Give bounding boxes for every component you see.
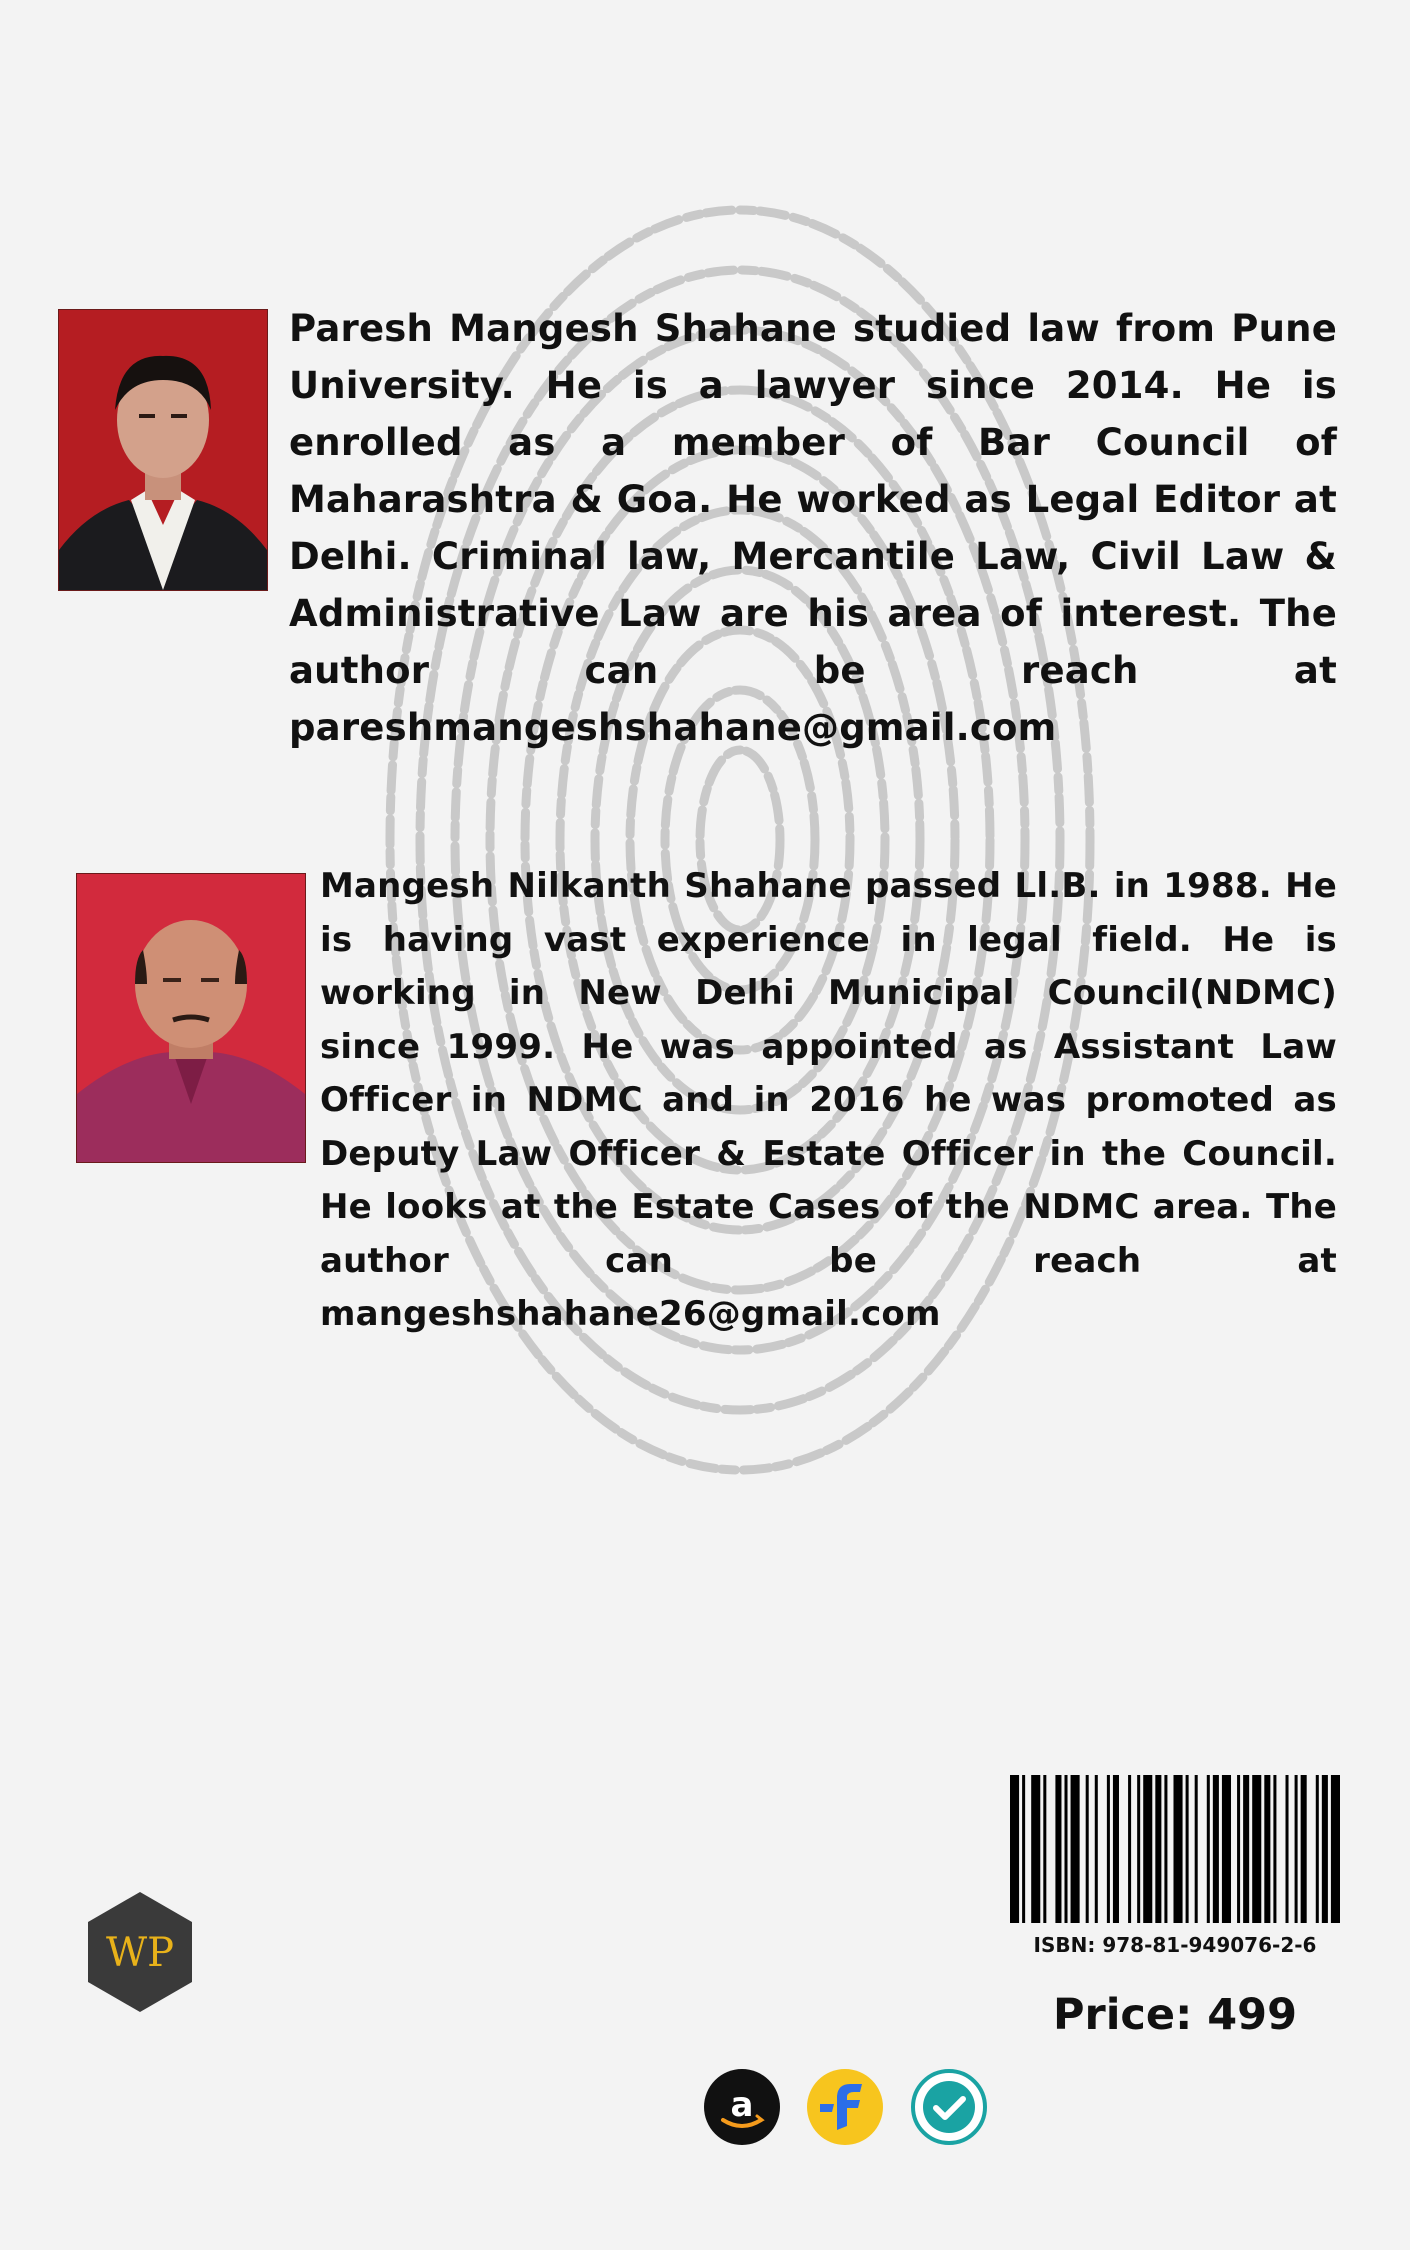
barcode-bar xyxy=(1055,1775,1061,1923)
barcode-bar xyxy=(1295,1775,1298,1923)
barcode-bar xyxy=(1031,1775,1040,1923)
barcode-bar xyxy=(1286,1775,1289,1923)
barcode xyxy=(1010,1775,1340,1923)
barcode-bar xyxy=(1143,1775,1152,1923)
barcode-bar xyxy=(1113,1775,1119,1923)
barcode-bar xyxy=(1243,1775,1249,1923)
barcode-bar xyxy=(1095,1775,1098,1923)
barcode-bar xyxy=(1322,1775,1328,1923)
barcode-bar xyxy=(1264,1775,1270,1923)
barcode-bar xyxy=(1237,1775,1240,1923)
author-bio-paresh: Paresh Mangesh Shahane studied law from Pune University. He is a lawyer since 2014. He is enrolled as a member of Bar Council of Maharashtra & Goa. He worked as Legal Editor at Delhi. Criminal law, Mercantile Law, Civil Law & Administrative Law are his area of interest. The author can be reach at pareshmangeshshahane@gmail.com xyxy=(289,307,1337,749)
publisher-logo-text: WP xyxy=(105,1930,175,1976)
barcode-bar xyxy=(1064,1775,1067,1923)
barcode-bar xyxy=(1022,1775,1025,1923)
isbn-label: ISBN: 978-81-949076-2-6 xyxy=(1033,1933,1317,1957)
author-photo-paresh xyxy=(59,310,267,590)
barcode-bar xyxy=(1213,1775,1219,1923)
barcode-bar xyxy=(1252,1775,1261,1923)
barcode-bar xyxy=(1222,1775,1231,1923)
barcode-bar xyxy=(1301,1775,1307,1923)
publisher-logo xyxy=(86,1890,194,2014)
barcode-bar xyxy=(1107,1775,1110,1923)
barcode-bar xyxy=(1071,1775,1080,1923)
barcode-bar xyxy=(1043,1775,1046,1923)
svg-text:a: a xyxy=(730,2085,754,2125)
flipkart-icon[interactable] xyxy=(806,2068,884,2146)
barcode-bar xyxy=(1155,1775,1161,1923)
barcode-bar xyxy=(1186,1775,1189,1923)
barcode-bar xyxy=(1010,1775,1019,1923)
barcode-bar xyxy=(1086,1775,1089,1923)
author-photo-mangesh xyxy=(77,874,305,1162)
barcode-bar xyxy=(1137,1775,1140,1923)
barcode-bar xyxy=(1331,1775,1340,1923)
barcode-bar xyxy=(1195,1775,1198,1923)
barcode-bar xyxy=(1207,1775,1210,1923)
price-label: Price: 499 xyxy=(1052,1990,1298,2040)
amazon-icon[interactable] xyxy=(703,2068,781,2146)
barcode-bar xyxy=(1173,1775,1182,1923)
barcode-bar xyxy=(1128,1775,1131,1923)
barcode-bar xyxy=(1164,1775,1167,1923)
barcode-bar xyxy=(1316,1775,1319,1923)
barcode-bar xyxy=(1273,1775,1276,1923)
verified-icon[interactable] xyxy=(910,2068,988,2146)
author-bio-mangesh: Mangesh Nilkanth Shahane passed Ll.B. in 1988. He is having vast experience in legal field. He is working in New Delhi Municipal Council(NDMC) since 1999. He was appointed as Assistant Law Officer in NDMC and in 2016 he was promoted as Deputy Law Officer & Estate Officer in the Council. He looks at the Estate Cases of the NDMC area. The author can be reach at mangeshshahane26@gmail.com xyxy=(320,866,1337,1334)
